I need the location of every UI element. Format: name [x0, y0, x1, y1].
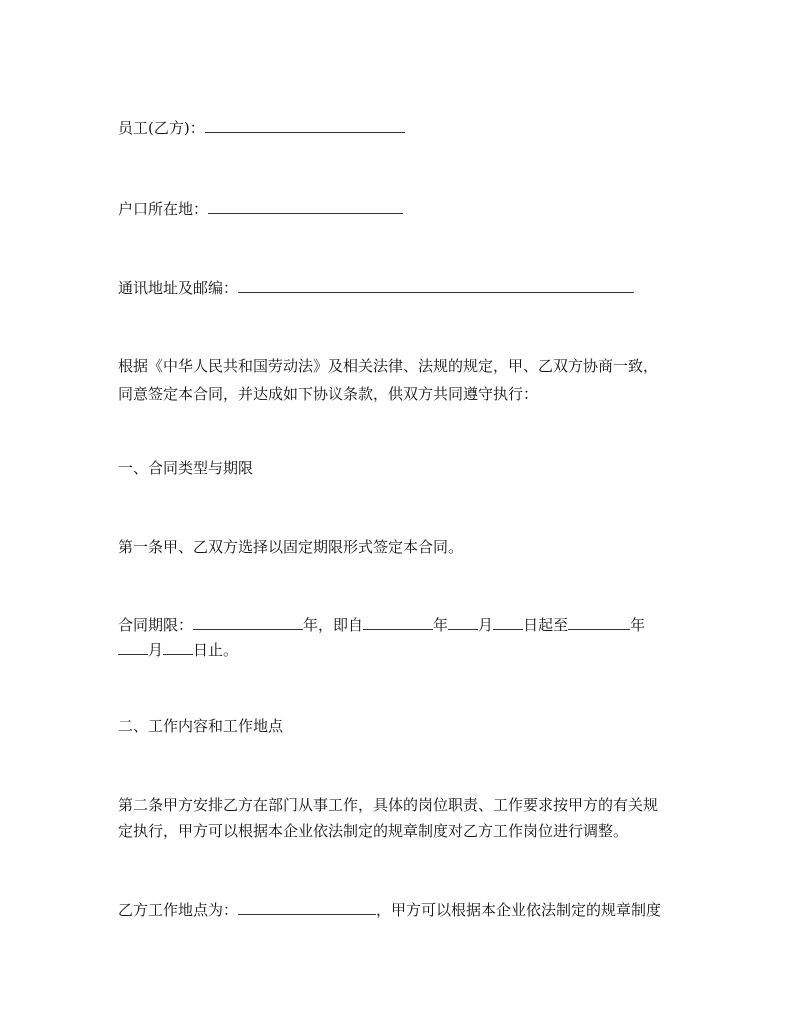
end-month-blank[interactable] — [118, 636, 148, 655]
employee-field-row — [118, 114, 405, 142]
work-location-row — [118, 896, 661, 924]
article1-text: 第一条甲、乙双方选择以固定期限形式签定本合同。 — [118, 538, 464, 556]
address-label: 通讯地址及邮编： — [118, 279, 239, 297]
term-row-1 — [118, 611, 645, 639]
start-day-unit: 日起至 — [523, 616, 569, 634]
start-month-blank[interactable] — [448, 611, 478, 630]
section2-heading: 二、工作内容和工作地点 — [118, 717, 284, 735]
start-year-unit: 年 — [433, 616, 449, 634]
end-year-blank[interactable] — [568, 611, 630, 630]
start-year-blank[interactable] — [363, 611, 433, 630]
end-year-unit: 年 — [630, 616, 646, 634]
location-label: 乙方工作地点为： — [118, 901, 239, 919]
intro-line-2: 同意签定本合同，并达成如下协议条款，供双方共同遵守执行： — [118, 385, 539, 403]
end-day-blank[interactable] — [163, 636, 193, 655]
start-day-blank[interactable] — [493, 611, 523, 630]
employee-blank[interactable] — [205, 114, 405, 133]
hukou-blank[interactable] — [208, 195, 403, 214]
start-month-unit: 月 — [478, 616, 494, 634]
address-blank[interactable] — [238, 274, 634, 293]
term-row-2 — [118, 636, 238, 664]
hukou-label: 户口所在地： — [118, 200, 209, 218]
article2-line-1: 第二条甲方安排乙方在部门从事工作，具体的岗位职责、工作要求按甲方的有关规 — [118, 796, 659, 814]
section1-heading: 一、合同类型与期限 — [118, 459, 254, 477]
location-rest: ，甲方可以根据本企业依法制定的规章制度 — [376, 901, 662, 919]
address-field-row — [118, 274, 634, 302]
end-month-unit: 月 — [148, 641, 164, 659]
employee-label: 员工(乙方)： — [118, 119, 205, 137]
term-label: 合同期限： — [118, 616, 194, 634]
end-day-unit: 日止。 — [193, 641, 239, 659]
location-blank[interactable] — [238, 896, 376, 915]
article2-line-2: 定执行，甲方可以根据本企业依法制定的规章制度对乙方工作岗位进行调整。 — [118, 822, 629, 840]
term-years-unit: 年，即自 — [303, 616, 364, 634]
term-years-blank[interactable] — [193, 611, 303, 630]
hukou-field-row — [118, 195, 403, 223]
intro-line-1: 根据《中华人民共和国劳动法》及相关法律、法规的规定，甲、乙双方协商一致， — [118, 357, 659, 375]
